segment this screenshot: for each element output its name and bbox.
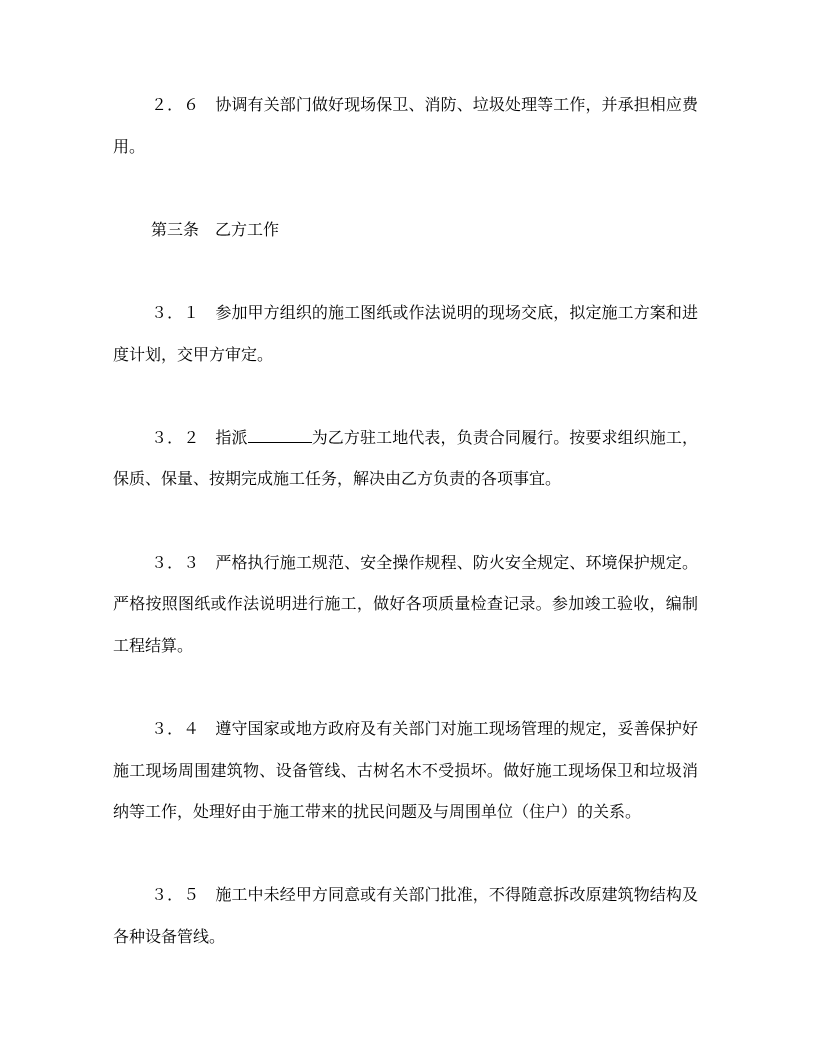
article-3-heading: 第三条 乙方工作	[151, 221, 280, 239]
clause-3-3: ３．３ 严格执行施工规范、安全操作规程、防火安全规定、环境保护规定。严格按照图纸或作法说明进行施工，做好各项质量检查记录。参加竣工验收，编制工程结算。	[113, 554, 698, 655]
clause-3-4: ３．４ 遵守国家或地方政府及有关部门对施工现场管理的规定，妥善保护好施工现场周围建筑物、设备管线、古树名木不受损坏。做好施工现场保卫和垃圾消纳等工作，处理好由于施工带来的扰民问题及与周围单位（住户）的关系。	[113, 720, 698, 822]
clause-3-2-text-before-blank: ３．２ 指派	[151, 429, 248, 447]
clause-3-1: ３．１ 参加甲方组织的施工图纸或作法说明的现场交底，拟定施工方案和进度计划，交甲方审定。	[113, 304, 698, 364]
fill-in-blank-representative-name[interactable]	[248, 426, 312, 443]
clause-2-6: ２．６ 协调有关部门做好现场保卫、消防、垃圾处理等工作，并承担相应费用。	[113, 97, 698, 156]
clause-3-2-text-after-blank: 为乙方驻工地代表，负责合同履行。按要求组织施工，保质、保量、按期完成施工任务，解决由乙方负责的各项事宜。	[113, 429, 698, 489]
clause-3-5: ３．５ 施工中未经甲方同意或有关部门批准，不得随意拆改原建筑物结构及各种设备管线。	[113, 887, 698, 946]
clause-3-2	[113, 418, 698, 501]
